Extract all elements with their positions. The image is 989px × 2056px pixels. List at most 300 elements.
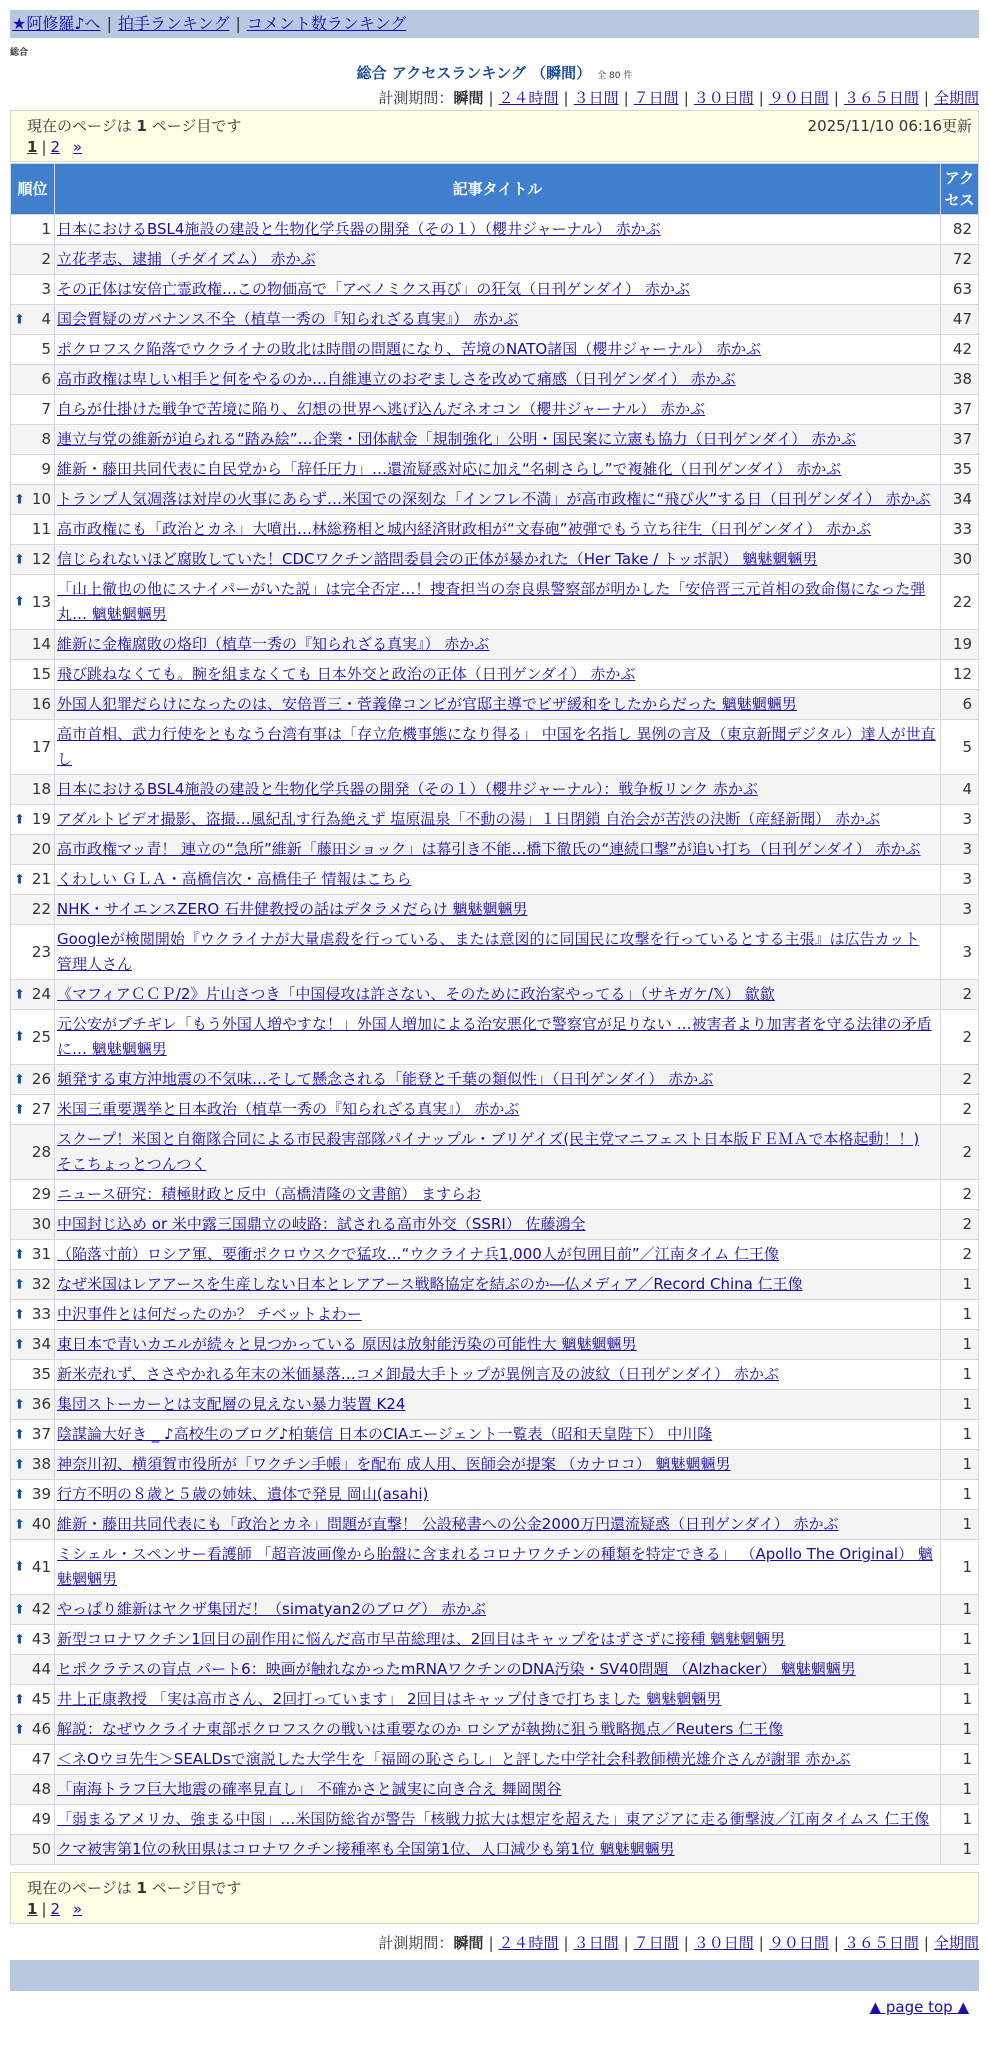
table-row: [11, 1655, 979, 1685]
pager-page-1[interactable]: 1: [27, 1900, 38, 1918]
nav-separator: |: [235, 14, 241, 33]
access-count: 35: [941, 455, 979, 485]
title-cell: [55, 1420, 941, 1450]
period-separator: |: [833, 1934, 839, 1952]
rank-number: 26: [31, 1070, 51, 1088]
title-cell: [55, 425, 941, 455]
article-title-link[interactable]: 高市首相、武力行使をともなう台湾有事は「存立危機事態になり得る」 中国を名指し 異例の言及（東京新聞デジタル）達人が世直し: [57, 725, 936, 768]
table-row: [11, 630, 979, 660]
access-count: 42: [941, 335, 979, 365]
access-count: 1: [941, 1330, 979, 1360]
rank-up-arrow-icon: ⬆: [14, 492, 25, 507]
table-row: [11, 1360, 979, 1390]
rank-up-arrow-icon: ⬆: [14, 1517, 25, 1532]
access-count: 30: [941, 545, 979, 575]
article-title-link[interactable]: 「弱まるアメリカ、強まる中国」…米国防総省が警告「核戦力拡大は想定を超えた」東アジアに走る衝撃波／江南タイムス 仁王像: [57, 1810, 930, 1828]
table-row: [11, 1775, 979, 1805]
period-separator: |: [623, 1934, 629, 1952]
rank-cell: [11, 1805, 55, 1835]
article-title-link[interactable]: ミシェル・スペンサー看護師 「超音波画像から胎盤に含まれるコロナワクチンの種類を特定できる」 （Apollo The Original） 魑魅魍魎男: [57, 1545, 933, 1588]
article-title-link[interactable]: ニュース研究：積極財政と反中（高橋清隆の文書館） ますらお: [57, 1185, 482, 1203]
rank-cell: [11, 660, 55, 690]
table-row: [11, 1625, 979, 1655]
rank-number: 8: [41, 430, 51, 448]
rank-up-arrow-icon: ⬆: [14, 552, 25, 567]
access-count: 1: [941, 1420, 979, 1450]
rank-cell: [11, 545, 55, 575]
table-row: [11, 1330, 979, 1360]
rank-cell: [11, 895, 55, 925]
access-count: 37: [941, 425, 979, 455]
rank-up-arrow-icon: ⬆: [14, 1487, 25, 1502]
access-count: 1: [941, 1595, 979, 1625]
access-count: 2: [941, 1010, 979, 1065]
period-option-3[interactable]: ７日間: [633, 1934, 679, 1952]
rank-header-label: 順位: [17, 180, 48, 198]
article-title-link[interactable]: 国会質疑のガバナンス不全（植草一秀の『知られざる真実』） 赤かぶ: [57, 310, 519, 328]
table-row: [11, 835, 979, 865]
article-title-link[interactable]: 立花孝志、逮捕（チダイズム） 赤かぶ: [57, 250, 316, 268]
title-cell: [55, 690, 941, 720]
item-count: 全 80 件: [597, 71, 633, 81]
article-title-link[interactable]: 信じられないほど腐敗していた！CDCワクチン諮問委員会の正体が暴かれた（Her Take / トッポ訳） 魑魅魍魎男: [57, 550, 818, 568]
access-count: 2: [941, 1125, 979, 1180]
article-title-link[interactable]: 米国三重要選挙と日本政治（植草一秀の『知られざる真実』） 赤かぶ: [57, 1100, 520, 1118]
period-separator: |: [923, 89, 929, 107]
table-row: [11, 1595, 979, 1625]
period-option-6[interactable]: ３６５日間: [843, 89, 919, 107]
article-title-link[interactable]: ＜ネOウヨ先生＞SEALDsで演説した大学生を「福岡の恥さらし」と評した中学社会科教師横光雄介さんが謝罪 赤かぶ: [57, 1750, 851, 1768]
article-title-link[interactable]: 日本におけるBSL4施設の建設と生物化学兵器の開発（その１）（櫻井ジャーナル）：戦争板リンク 赤かぶ: [57, 780, 758, 798]
article-title-link[interactable]: ポクロフスク陥落でウクライナの敗北は時間の問題になり、苦境のNATO諸国（櫻井ジャーナル） 赤かぶ: [57, 340, 761, 358]
page-top-link[interactable]: ▲ page top ▲: [869, 1998, 969, 2016]
period-selector-top: [378, 87, 979, 108]
article-title-link[interactable]: 頻発する東方沖地震の不気味…そして懸念される「能登と千葉の類似性」（日刊ゲンダイ） 赤かぶ: [57, 1070, 714, 1088]
access-count: 3: [941, 925, 979, 980]
current-page-number: 1: [136, 117, 147, 135]
category-label: 総合: [10, 48, 29, 58]
title-cell: [55, 1240, 941, 1270]
article-title-link[interactable]: 新米売れず、ささやかれる年末の米価暴落…コメ卸最大手トップが異例言及の波紋（日刊ゲンダイ） 赤かぶ: [57, 1365, 779, 1383]
article-title-link[interactable]: 中国封じ込め or 米中露三国鼎立の岐路：試される高市外交（SSRI） 佐藤鴻全: [57, 1215, 586, 1233]
table-row: [11, 1510, 979, 1540]
access-count: 1: [941, 1540, 979, 1595]
title-cell: [55, 1065, 941, 1095]
access-count: 37: [941, 395, 979, 425]
rank-up-arrow-icon: ⬆: [14, 987, 25, 1002]
article-title-link[interactable]: NHK・サイエンスZERO 石井健教授の話はデタラメだらけ 魑魅魍魎男: [57, 900, 528, 918]
rank-cell: [11, 1300, 55, 1330]
page-status-prefix: 現在のページは: [27, 1879, 132, 1897]
rank-number: 32: [31, 1275, 51, 1293]
rank-up-arrow-icon: ⬆: [14, 1277, 25, 1292]
rank-cell: [11, 305, 55, 335]
rank-number: 14: [31, 635, 51, 653]
table-row: [11, 660, 979, 690]
current-page-number: 1: [136, 1879, 147, 1897]
period-option-4[interactable]: ３０日間: [693, 1934, 754, 1952]
rank-cell: [11, 275, 55, 305]
rank-cell: [11, 720, 55, 775]
table-row: [11, 335, 979, 365]
article-title-link[interactable]: 日本におけるBSL4施設の建設と生物化学兵器の開発（その１）（櫻井ジャーナル） 赤かぶ: [57, 220, 661, 238]
article-title-link[interactable]: スクープ！米国と自衛隊合同による市民殺害部隊パイナップル・ブリゲイズ(民主党マニフェスト日本版ＦＥＭＡで本格起動！！) そこちょっとつんつく: [57, 1130, 920, 1173]
period-separator: |: [683, 1934, 689, 1952]
table-row: [11, 1745, 979, 1775]
article-title-link[interactable]: 連立与党の維新が迫られる“踏み絵”…企業・団体献金「規制強化」公明・国民案に立憲も協力（日刊ゲンダイ） 赤かぶ: [57, 430, 857, 448]
table-row: [11, 1270, 979, 1300]
rank-cell: [11, 1095, 55, 1125]
period-separator: |: [623, 89, 629, 107]
rank-number: 25: [31, 1027, 51, 1046]
rank-cell: [11, 775, 55, 805]
access-count: 33: [941, 515, 979, 545]
rank-number: 1: [41, 220, 51, 238]
rank-number: 6: [41, 370, 51, 388]
access-count: 1: [941, 1685, 979, 1715]
article-title-link[interactable]: なぜ米国はレアアースを生産しない日本とレアアース戦略協定を結ぶのか―仏メディア／Record China 仁王像: [57, 1275, 803, 1293]
rank-up-arrow-icon: ⬆: [14, 1072, 25, 1087]
article-title-link[interactable]: 外国人犯罪だらけになったのは、安倍晋三・菅義偉コンビが官邸主導でビザ緩和をしたからだった 魑魅魍魎男: [57, 695, 797, 713]
title-cell: [55, 775, 941, 805]
rank-number: 23: [31, 942, 51, 961]
rank-cell: [11, 630, 55, 660]
article-title-link[interactable]: 陰謀論大好き _ ♪高校生のブログ♪柏葉信 日本のCIAエージェント一覧表（昭和天皇陛下） 中川隆: [57, 1425, 713, 1443]
period-separator: |: [923, 1934, 929, 1952]
pager-top: [27, 138, 82, 156]
table-row: [11, 245, 979, 275]
access-count: 1: [941, 1775, 979, 1805]
article-title-link[interactable]: アダルトビデオ撮影、盗撮…風紀乱す行為絶えず 塩原温泉「不動の湯」１日閉鎖 自治会が苦渋の決断（産経新聞） 赤かぶ: [57, 810, 880, 828]
article-title-link[interactable]: 新型コロナワクチン1回目の副作用に悩んだ高市早苗総理は、2回目はキャップをはずさずに接種 魑魅魍魎男: [57, 1630, 786, 1648]
article-title-link[interactable]: 「山上徹也の他にスナイパーがいた説」は完全否定…！捜査担当の奈良県警察部が明かした「安倍晋三元首相の致命傷になった弾丸… 魑魅魍魎男: [57, 580, 926, 623]
title-cell: [55, 805, 941, 835]
access-count: 1: [941, 1625, 979, 1655]
title-cell: [55, 245, 941, 275]
rank-cell: [11, 1240, 55, 1270]
article-title-link[interactable]: 行方不明の８歳と５歳の姉妹、遺体で発見 岡山(asahi): [57, 1485, 429, 1503]
table-row: [11, 1540, 979, 1595]
rank-up-arrow-icon: ⬆: [14, 1337, 25, 1352]
title-cell: [55, 925, 941, 980]
pager-page-2[interactable]: 2: [50, 1900, 61, 1918]
access-count: 63: [941, 275, 979, 305]
rank-number: 15: [31, 665, 51, 683]
rank-number: 2: [41, 250, 51, 268]
article-title-link[interactable]: 高市政権にも「政治とカネ」大噴出…林総務相と城内経済財政相が“文春砲”被弾でもう立ち往生（日刊ゲンダイ） 赤かぶ: [57, 520, 872, 538]
title-cell: [55, 515, 941, 545]
pager-bottom: [27, 1900, 82, 1918]
article-title-link[interactable]: Googleが検閲開始『ウクライナが大量虐殺を行っている、または意図的に同国民に攻撃を行っているとする主張』は広告カット 管理人さん: [57, 930, 920, 973]
article-title-link[interactable]: 維新・藤田共同代表に自民党から「辞任圧力」…還流疑惑対応に加え“名刺さらし”で複雑化（日刊ゲンダイ） 赤かぶ: [57, 460, 842, 478]
rank-cell: [11, 485, 55, 515]
article-title-link[interactable]: 高市政権は卑しい相手と何をやるのか…自維連立のおぞましさを改めて痛感（日刊ゲンダイ） 赤かぶ: [57, 370, 736, 388]
access-count: 6: [941, 690, 979, 720]
rank-number: 29: [31, 1185, 51, 1203]
rank-number: 42: [31, 1600, 51, 1618]
access-count: 2: [941, 980, 979, 1010]
title-cell: [55, 1180, 941, 1210]
rank-up-arrow-icon: ⬆: [14, 312, 25, 327]
nav-separator: |: [106, 14, 112, 33]
rank-number: 11: [31, 520, 51, 538]
title-cell: [55, 1360, 941, 1390]
table-row: [11, 1835, 979, 1865]
table-row: [11, 1450, 979, 1480]
title-cell: [55, 1390, 941, 1420]
top-nav-bar: [10, 10, 979, 38]
rank-cell: [11, 1685, 55, 1715]
rank-cell: [11, 1655, 55, 1685]
access-column-header: [941, 164, 979, 215]
access-count: 1: [941, 1450, 979, 1480]
rank-number: 18: [31, 780, 51, 798]
table-row: [11, 1180, 979, 1210]
rank-number: 43: [31, 1630, 51, 1648]
rank-number: 39: [31, 1485, 51, 1503]
period-label: 計測期間：: [378, 1934, 454, 1952]
access-count: 1: [941, 1835, 979, 1865]
rank-up-arrow-icon: ⬆: [14, 812, 25, 827]
rank-cell: [11, 425, 55, 455]
rank-number: 44: [31, 1660, 51, 1678]
rank-cell: [11, 1270, 55, 1300]
title-cell: [55, 1510, 941, 1540]
access-count: 1: [941, 1745, 979, 1775]
title-cell: [55, 1010, 941, 1065]
period-separator: |: [683, 89, 689, 107]
rank-cell: [11, 1540, 55, 1595]
access-count: 3: [941, 805, 979, 835]
rank-up-arrow-icon: ⬆: [14, 1397, 25, 1412]
article-title-link[interactable]: トランプ人気凋落は対岸の火事にあらず…米国での深刻な「インフレ不満」が高市政権に“飛び火”する日（日刊ゲンダイ） 赤かぶ: [57, 490, 931, 508]
ranking-table-body: [11, 215, 979, 1865]
rank-number: 7: [41, 400, 51, 418]
rank-cell: [11, 690, 55, 720]
title-cell: [55, 275, 941, 305]
period-option-7[interactable]: 全期間: [933, 89, 979, 107]
article-title-link[interactable]: その正体は安倍亡霊政権…この物価高で「アベノミクス再び」の狂気（日刊ゲンダイ） 赤かぶ: [57, 280, 690, 298]
table-row: [11, 925, 979, 980]
period-option-1[interactable]: ２４時間: [498, 89, 559, 107]
period-option-3[interactable]: ７日間: [633, 89, 679, 107]
table-row: [11, 1240, 979, 1270]
period-option-7[interactable]: 全期間: [933, 1934, 979, 1952]
applause-ranking-link[interactable]: 拍手ランキング: [117, 14, 230, 33]
table-row: [11, 1420, 979, 1450]
period-option-6[interactable]: ３６５日間: [843, 1934, 919, 1952]
rank-cell: [11, 575, 55, 630]
article-title-link[interactable]: 中沢事件とは何だったのか？ チベットよわー: [57, 1305, 362, 1323]
title-cell: [55, 215, 941, 245]
pager-next[interactable]: »: [72, 138, 83, 156]
rank-number: 40: [31, 1515, 51, 1533]
rank-number: 17: [31, 737, 51, 756]
rank-number: 16: [31, 695, 51, 713]
page-status: [27, 115, 241, 136]
table-row: [11, 455, 979, 485]
rank-cell: [11, 865, 55, 895]
table-row: [11, 545, 979, 575]
table-row: [11, 1065, 979, 1095]
title-cell: [55, 1835, 941, 1865]
title-cell: [55, 1450, 941, 1480]
table-row: [11, 1210, 979, 1240]
period-option-4[interactable]: ３０日間: [693, 89, 754, 107]
rank-cell: [11, 1125, 55, 1180]
rank-number: 21: [31, 870, 51, 888]
article-title-link[interactable]: 維新・藤田共同代表にも「政治とカネ」問題が直撃！ 公設秘書への公金2000万円還流疑惑（日刊ゲンダイ） 赤かぶ: [57, 1515, 839, 1533]
rank-cell: [11, 1625, 55, 1655]
access-count: 5: [941, 720, 979, 775]
title-cell: [55, 660, 941, 690]
access-count: 12: [941, 660, 979, 690]
rank-number: 31: [31, 1245, 51, 1263]
access-header-label: アクセス: [944, 169, 975, 209]
table-row: [11, 1685, 979, 1715]
access-count: 3: [941, 865, 979, 895]
rank-cell: [11, 1595, 55, 1625]
table-row: [11, 775, 979, 805]
access-count: 2: [941, 1095, 979, 1125]
rank-number: 35: [31, 1365, 51, 1383]
rank-column-header: [11, 164, 55, 215]
table-row: [11, 395, 979, 425]
period-separator: |: [488, 89, 494, 107]
article-title-link[interactable]: 神奈川初、横須賀市役所が「ワクチン手帳」を配布 成人用、医師会が提案 （カナロコ） 魑魅魍魎男: [57, 1455, 731, 1473]
rank-number: 37: [31, 1425, 51, 1443]
rank-number: 34: [31, 1335, 51, 1353]
title-cell: [55, 630, 941, 660]
access-count: 4: [941, 775, 979, 805]
period-option-5[interactable]: ９０日間: [768, 1934, 829, 1952]
rank-up-arrow-icon: ⬆: [14, 872, 25, 887]
title-cell: [55, 365, 941, 395]
period-option-5[interactable]: ９０日間: [768, 89, 829, 107]
period-option-0: 瞬間: [453, 1934, 484, 1952]
title-cell: [55, 1805, 941, 1835]
rank-cell: [11, 1210, 55, 1240]
period-option-2[interactable]: ３日間: [573, 89, 619, 107]
article-title-link[interactable]: 「南海トラフ巨大地震の確率見直し」 不確かさと誠実に向き合え 舞岡関谷: [57, 1780, 562, 1798]
article-title-link[interactable]: 高市政権マッ青！ 連立の“急所”維新「藤田ショック」は幕引き不能…橋下徹氏の“連続口撃”が追い打ち（日刊ゲンダイ） 赤かぶ: [57, 840, 921, 858]
title-cell: [55, 545, 941, 575]
article-title-link[interactable]: クマ被害第1位の秋田県はコロナワクチン接種率も全国第1位、人口減少も第1位 魑魅魍魎男: [57, 1840, 675, 1858]
title-cell: [55, 1655, 941, 1685]
updated-timestamp: 2025/11/10 06:16更新: [807, 117, 972, 135]
article-title-link[interactable]: 東日本で青いカエルが続々と見つかっている 原因は放射能汚染の可能性大 魑魅魍魎男: [57, 1335, 637, 1353]
rank-cell: [11, 1180, 55, 1210]
title-cell: [55, 1745, 941, 1775]
article-title-link[interactable]: 元公安がブチギレ「もう外国人増やすな！」外国人増加による治安悪化で警察官が足りない …被害者より加害者を守る法律の矛盾に… 魑魅魍魎男: [57, 1015, 932, 1058]
table-row: [11, 1010, 979, 1065]
access-count: 34: [941, 485, 979, 515]
home-link[interactable]: ★阿修羅♪へ: [12, 14, 101, 33]
period-separator: |: [758, 89, 764, 107]
rank-number: 22: [31, 900, 51, 918]
rank-up-arrow-icon: ⬆: [14, 1602, 25, 1617]
title-cell: [55, 1125, 941, 1180]
rank-cell: [11, 1715, 55, 1745]
access-count: 1: [941, 1270, 979, 1300]
pager-page-2[interactable]: 2: [50, 138, 61, 156]
period-option-1[interactable]: ２４時間: [498, 1934, 559, 1952]
article-title-link[interactable]: 集団ストーカーとは支配層の見えない暴力装置 K24: [57, 1395, 406, 1413]
title-cell: [55, 575, 941, 630]
access-count: 3: [941, 835, 979, 865]
rank-cell: [11, 1065, 55, 1095]
rank-cell: [11, 335, 55, 365]
access-count: 1: [941, 1510, 979, 1540]
rank-number: 20: [31, 840, 51, 858]
rank-cell: [11, 245, 55, 275]
title-cell: [55, 1300, 941, 1330]
article-title-link[interactable]: 井上正康教授 「実は高市さん、2回打っています」 2回目はキャップ付きで打ちました 魑魅魍魎男: [57, 1690, 722, 1708]
access-count: 47: [941, 305, 979, 335]
rank-cell: [11, 1480, 55, 1510]
rank-up-arrow-icon: ⬆: [14, 1427, 25, 1442]
rank-number: 48: [31, 1780, 51, 1798]
table-row: [11, 895, 979, 925]
rank-up-arrow-icon: ⬆: [14, 1632, 25, 1647]
article-title-link[interactable]: 飛び跳ねなくても。腕を組まなくても 日本外交と政治の正体（日刊ゲンダイ） 赤かぶ: [57, 665, 636, 683]
access-count: 2: [941, 1210, 979, 1240]
period-option-2[interactable]: ３日間: [573, 1934, 619, 1952]
access-count: 2: [941, 1180, 979, 1210]
title-cell: [55, 865, 941, 895]
page-status-suffix: ページ目です: [151, 117, 242, 135]
article-title-link[interactable]: 《マフィアＣＣＰ/2》片山さつき「中国侵攻は許さない、そのために政治家やってる」（サキガケ/𝕏） 歙歙: [57, 985, 775, 1003]
access-count: 3: [941, 895, 979, 925]
title-cell: [55, 305, 941, 335]
page-top: [870, 1998, 969, 2016]
period-separator: |: [488, 1934, 494, 1952]
table-row: [11, 1390, 979, 1420]
rank-cell: [11, 1330, 55, 1360]
rank-number: 9: [41, 460, 51, 478]
period-label: 計測期間：: [378, 89, 454, 107]
article-title-link[interactable]: やっぱり維新はヤクザ集団だ！（simatyan2のブログ） 赤かぶ: [57, 1600, 487, 1618]
rank-up-arrow-icon: ⬆: [14, 594, 25, 610]
pager-page-1[interactable]: 1: [27, 138, 38, 156]
comment-ranking-link[interactable]: コメント数ランキング: [246, 14, 407, 33]
access-count: 72: [941, 245, 979, 275]
article-title-link[interactable]: （陥落寸前）ロシア軍、要衝ポクロウスクで猛攻…“ウクライナ兵1,000人が包囲目前”／江南タイム 仁王像: [57, 1245, 780, 1263]
article-title-link[interactable]: 自らが仕掛けた戦争で苦境に陥り、幻想の世界へ逃げ込んだネオコン（櫻井ジャーナル） 赤かぶ: [57, 400, 706, 418]
table-row: [11, 1300, 979, 1330]
page-info-bottom: [10, 1872, 979, 1924]
article-title-link[interactable]: くわしい ＧＬＡ・高橋信次・高橋佳子 情報はこちら: [57, 870, 412, 888]
article-title-link[interactable]: ヒポクラテスの盲点 パート6：映画が触れなかったmRNAワクチンのDNA汚染・SV40問題 （Alzhacker） 魑魅魍魎男: [57, 1660, 856, 1678]
table-row: [11, 1125, 979, 1180]
rank-number: 19: [31, 810, 51, 828]
rank-cell: [11, 515, 55, 545]
title-cell: [55, 980, 941, 1010]
rank-number: 27: [31, 1100, 51, 1118]
page-title: [0, 62, 989, 83]
rank-number: 47: [31, 1750, 51, 1768]
article-title-link[interactable]: 維新に金権腐敗の烙印（植草一秀の『知られざる真実』） 赤かぶ: [57, 635, 490, 653]
title-cell: [55, 1480, 941, 1510]
pager-next[interactable]: »: [72, 1900, 83, 1918]
title-cell: [55, 1330, 941, 1360]
title-cell: [55, 395, 941, 425]
title-cell: [55, 1775, 941, 1805]
rank-up-arrow-icon: ⬆: [14, 1029, 25, 1045]
period-selector-bottom: [378, 1932, 979, 1953]
rank-up-arrow-icon: ⬆: [14, 1559, 25, 1575]
article-title-link[interactable]: 解説：なぜウクライナ東部ポクロフスクの戦いは重要なのか ロシアが執拗に狙う戦略拠点／Reuters 仁王像: [57, 1720, 784, 1738]
